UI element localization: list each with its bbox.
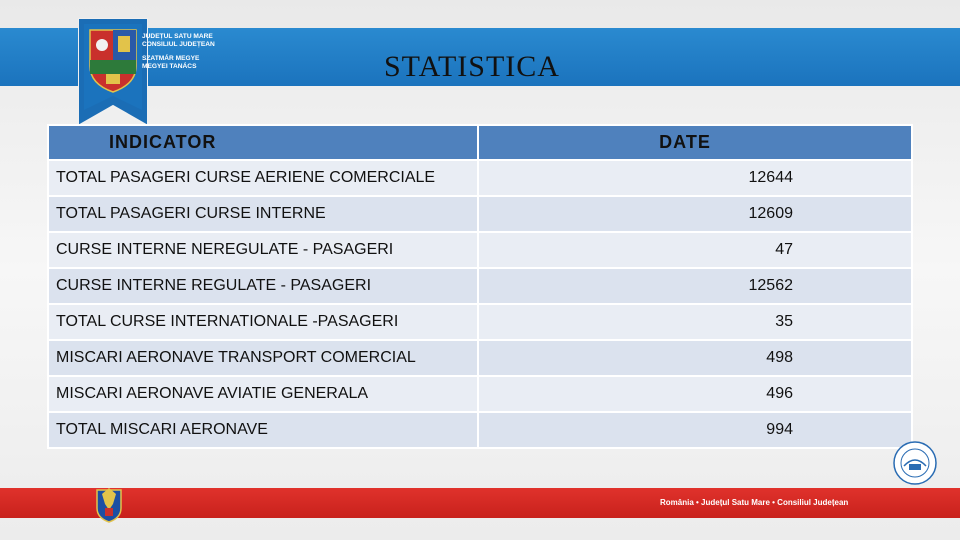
row-label: TOTAL PASAGERI CURSE INTERNE (48, 196, 478, 232)
row-value: 12644 (748, 169, 793, 186)
row-value: 12609 (748, 205, 793, 222)
banner-line-2: CONSILIUL JUDEȚEAN (142, 41, 215, 48)
table-row (48, 232, 912, 268)
row-value-cell (478, 376, 912, 412)
row-label: CURSE INTERNE REGULATE - PASAGERI (48, 268, 478, 304)
row-value-cell (478, 340, 912, 376)
table-row (48, 196, 912, 232)
row-value-cell (478, 196, 912, 232)
table-row (48, 160, 912, 196)
row-value: 994 (766, 421, 793, 438)
row-value-cell (478, 268, 912, 304)
row-value: 35 (775, 313, 793, 330)
banner-text (142, 33, 262, 71)
table-row (48, 268, 912, 304)
county-coat-of-arms-banner-icon (78, 18, 148, 126)
row-label: CURSE INTERNE NEREGULATE - PASAGERI (48, 232, 478, 268)
banner-line-4: MEGYEI TANÁCS (142, 63, 197, 70)
row-label: TOTAL CURSE INTERNATIONALE -PASAGERI (48, 304, 478, 340)
table-row (48, 340, 912, 376)
row-value: 498 (766, 349, 793, 366)
row-label: TOTAL PASAGERI CURSE AERIENE COMERCIALE (48, 160, 478, 196)
romania-coat-of-arms-icon (94, 484, 124, 524)
footer-text: România • Județul Satu Mare • Consiliul Județean (660, 498, 849, 507)
banner-line-1: JUDEȚUL SATU MARE (142, 33, 213, 40)
row-value: 12562 (748, 277, 793, 294)
row-value-cell (478, 412, 912, 448)
statistics-table (47, 124, 913, 449)
table-row (48, 376, 912, 412)
row-value: 47 (775, 241, 793, 258)
row-label: MISCARI AERONAVE AVIATIE GENERALA (48, 376, 478, 412)
table-row (48, 304, 912, 340)
row-value-cell (478, 160, 912, 196)
row-value: 496 (766, 385, 793, 402)
airport-seal-icon (892, 440, 938, 486)
header-indicator: INDICATOR (48, 125, 478, 160)
header-date: DATE (478, 125, 912, 160)
table-row (48, 412, 912, 448)
page-title: STATISTICA (384, 50, 560, 83)
row-label: TOTAL MISCARI AERONAVE (48, 412, 478, 448)
table-header-row (48, 125, 912, 160)
row-value-cell (478, 232, 912, 268)
row-label: MISCARI AERONAVE TRANSPORT COMERCIAL (48, 340, 478, 376)
banner-line-3: SZATMÁR MEGYE (142, 55, 200, 62)
row-value-cell (478, 304, 912, 340)
